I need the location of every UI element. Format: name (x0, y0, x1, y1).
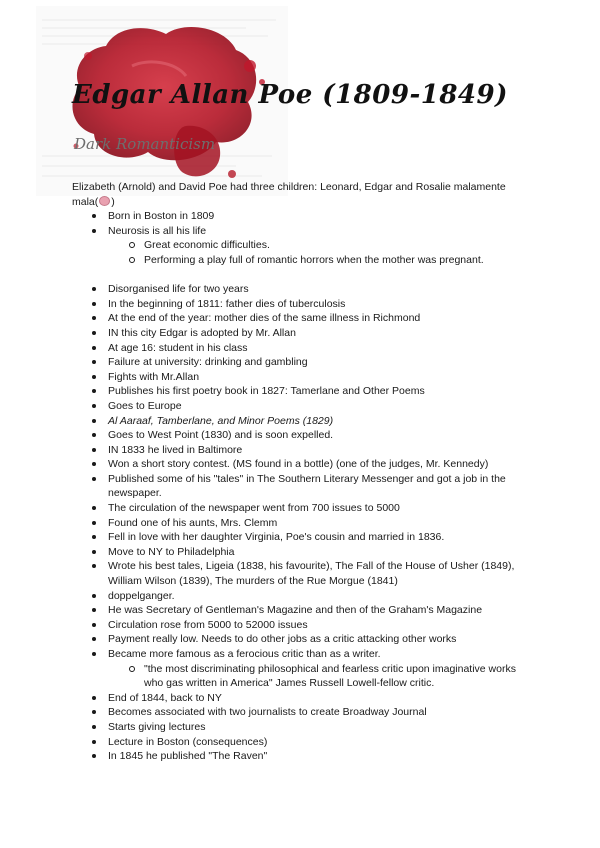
intro-text: Elizabeth (Arnold) and David Poe had three children: Leonard, Edgar and Rosalie malamente mala( (72, 181, 506, 208)
intro-close: ) (111, 195, 115, 208)
list-item: Fights with Mr.Allan (72, 370, 522, 385)
list-item: Wrote his best tales, Ligeia (1838, his favourite), The Fall of the House of Usher (1849), William Wilson (1839), The murders of the Rue Morgue (1841) (72, 559, 522, 588)
page-title: Edgar Allan Poe (1809-1849) (72, 80, 508, 110)
spacer (72, 268, 522, 283)
list-item: Al Aaraaf, Tamberlane, and Minor Poems (1829) (72, 414, 522, 429)
list-item: Becomes associated with two journalists to create Broadway Journal (72, 705, 522, 720)
sub-list-item: Great economic difficulties. (108, 238, 522, 253)
list-item: Fell in love with her daughter Virginia, Poe's cousin and married in 1836. (72, 530, 522, 545)
sub-bullet-list (108, 662, 522, 691)
brain-emoji-icon (99, 196, 110, 206)
list-item: Move to NY to Philadelphia (72, 545, 522, 560)
list-item: At age 16: student in his class (72, 341, 522, 356)
list-item: Failure at university: drinking and gambling (72, 355, 522, 370)
intro-paragraph (72, 180, 522, 209)
list-item: Circulation rose from 5000 to 52000 issues (72, 618, 522, 633)
bullet-list-biography (72, 282, 522, 764)
sub-list-item: "the most discriminating philosophical and fearless critic upon imaginative works who gas written in America" James Russell Lowell-fellow critic. (108, 662, 522, 691)
list-item: In the beginning of 1811: father dies of tuberculosis (72, 297, 522, 312)
list-item-text: Became more famous as a ferocious critic than as a writer. (108, 648, 381, 660)
list-item: Payment really low. Needs to do other jobs as a critic attacking other works (72, 632, 522, 647)
list-item: At the end of the year: mother dies of the same illness in Richmond (72, 311, 522, 326)
list-item-text: Neurosis is all his life (108, 224, 207, 237)
list-item: Published some of his "tales" in The Southern Literary Messenger and got a job in the newspaper. (72, 472, 522, 501)
list-item: He was Secretary of Gentleman's Magazine and then of the Graham's Magazine (72, 603, 522, 618)
sub-bullet-list (108, 238, 522, 267)
list-item: Publishes his first poetry book in 1827: Tamerlane and Other Poems (72, 384, 522, 399)
list-item (72, 647, 522, 691)
list-item: Goes to West Point (1830) and is soon expelled. (72, 428, 522, 443)
sub-list-item: Performing a play full of romantic horrors when the mother was pregnant. (108, 253, 522, 268)
list-item: End of 1844, back to NY (72, 691, 522, 706)
list-item: Disorganised life for two years (72, 282, 522, 297)
list-item: The circulation of the newspaper went from 700 issues to 5000 (72, 501, 522, 516)
list-item (72, 224, 522, 268)
list-item: Won a short story contest. (MS found in a bottle) (one of the judges, Mr. Kennedy) (72, 457, 522, 472)
list-item: Goes to Europe (72, 399, 522, 414)
bullet-list-early-life (72, 209, 522, 267)
list-item: IN 1833 he lived in Baltimore (72, 443, 522, 458)
notes-body (72, 180, 522, 764)
list-item: Lecture in Boston (consequences) (72, 735, 522, 750)
list-item: Born in Boston in 1809 (72, 209, 522, 224)
page-subtitle: Dark Romanticism (74, 135, 216, 153)
list-item: Starts giving lectures (72, 720, 522, 735)
list-item: Found one of his aunts, Mrs. Clemm (72, 516, 522, 531)
list-item: IN this city Edgar is adopted by Mr. Allan (72, 326, 522, 341)
list-item: In 1845 he published "The Raven" (72, 749, 522, 764)
list-item: doppelganger. (72, 589, 522, 604)
